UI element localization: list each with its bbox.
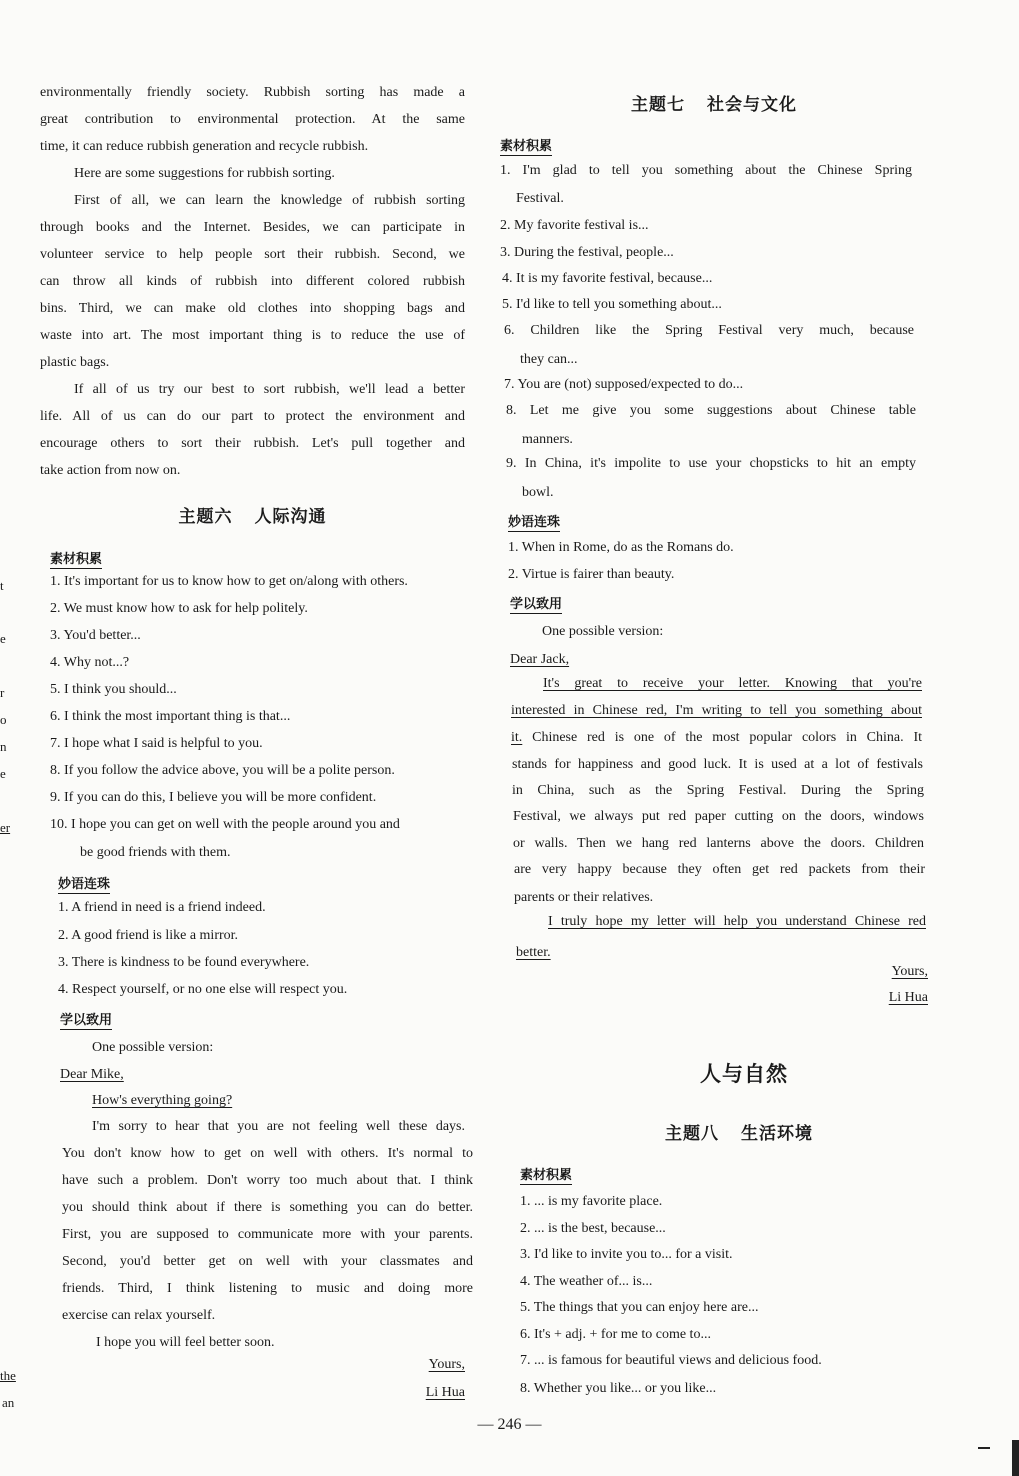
section-heading-sucai: 素材积累 [500,139,553,154]
list-item: 2. We must know how to ask for help politely. [50,601,308,616]
letter-line: in China, such as the Spring Festival. During the Spring [512,783,924,798]
letter-line: First, you are supposed to communicate more with your parents. [62,1227,473,1242]
essay-line: plastic bags. [40,355,110,370]
letter-opening: How's everything going? [92,1093,233,1108]
topic-six-name: 人际沟通 [254,507,327,527]
letter-line: You don't know how to get on well with others. It's normal to [62,1146,473,1161]
list-item: 3. You'd better... [50,628,141,643]
letter-line: have such a problem. Don't worry too much about that. I think [62,1173,473,1188]
list-item: 7. ... is famous for beautiful views and delicious food. [520,1353,822,1368]
list-item: 9. If you can do this, I believe you will be more confident. [50,790,377,805]
letter-line-mixed [511,730,922,746]
essay-line: life. All of us can do our part to protect the environment and [40,409,465,424]
list-item: 1. It's important for us to know how to get on/along with others. [50,574,408,589]
section-heading-miaoyu: 妙语连珠 [58,877,111,892]
topic-six-label: 主题六 [178,507,233,527]
list-item: 9. In China, it's impolite to use your chopsticks to hit an empty [506,456,916,471]
letter-signature: Li Hua [888,990,928,1005]
letter-underlined-segment: it. [511,730,523,745]
essay-line: volunteer service to help people sort their rubbish. Second, we [40,247,465,262]
list-item: 4. Why not...? [50,655,130,670]
essay-line: waste into art. The most important thing is to reduce the use of [40,328,465,343]
greeting-line [510,652,928,668]
list-item: 1. A friend in need is a friend indeed. [58,900,266,915]
letter-end-line [516,945,928,961]
page-number: — 246 — [477,1416,542,1433]
list-item: 3. I'd like to invite you to... for a visit. [520,1247,733,1262]
list-item: 3. There is kindness to be found everywhere. [58,955,310,970]
list-item: 2. ... is the best, because... [520,1221,666,1236]
topic-six-title [40,502,465,527]
letter-closing: Yours, [891,964,928,979]
letter-line: friends. Third, I think listening to music and doing more [62,1281,473,1296]
edge-fragment: an [2,1395,15,1410]
edge-fragment: n [0,739,7,754]
letter-greeting: Dear Jack, [510,652,570,667]
signature-line [500,990,928,1006]
list-item: 5. I'd like to tell you something about... [502,297,722,312]
edge-fragment: o [0,712,7,727]
letter-line: interested in Chinese red, I'm writing to tell you something about [511,703,922,718]
list-item-continuation: they can... [520,352,578,367]
letter-line: you should think about if there is something you can do better. [62,1200,473,1215]
list-item: 2. My favorite festival is... [500,218,649,233]
essay-line: can throw all kinds of rubbish into different colored rubbish [40,274,465,289]
list-item: 8. Whether you like... or you like... [520,1381,717,1396]
page-edge-mark [1012,1440,1019,1476]
page-edge-dash [978,1447,990,1449]
essay-line: time, it can reduce rubbish generation and recycle rubbish. [40,139,369,154]
letter-signature: Li Hua [425,1385,465,1400]
section-heading-xueyi: 学以致用 [510,597,563,612]
letter-greeting: Dear Mike, [60,1067,124,1082]
topic-eight-label: 主题八 [665,1124,719,1144]
topic-seven-label: 主题七 [631,95,685,115]
topic-eight-title [525,1119,953,1144]
essay-line: through books and the Internet. Besides, we can participate in [40,220,465,235]
essay-line: environmentally friendly society. Rubbish sorting has made a [40,85,465,100]
topic-seven-title [500,90,928,115]
letter-line: or walls. Then we hang red lanterns above the doors. Children [513,836,924,851]
essay-line: If all of us try our best to sort rubbish, we'll lead a better [74,382,465,397]
letter-line: stands for happiness and good luck. It is used at a lot of festivals [512,757,923,772]
edge-fragment: t [0,578,4,593]
list-item: 8. If you follow the advice above, you will be a polite person. [50,763,395,778]
list-item: 1. ... is my favorite place. [520,1194,663,1209]
list-item: 5. The things that you can enjoy here are... [520,1300,759,1315]
list-item: 4. The weather of... is... [520,1274,653,1289]
letter-line: I hope you will feel better soon. [96,1335,275,1350]
edge-fragment: er [0,820,11,835]
section-heading-sucai: 素材积累 [50,552,103,567]
letter-line: Festival, we always put red paper cutting on the doors, windows [513,809,924,824]
list-item: 7. You are (not) supposed/expected to do... [504,377,744,392]
letter-line: parents or their relatives. [514,890,654,905]
list-item: 2. Virtue is fairer than beauty. [508,567,675,582]
list-item: 8. Let me give you some suggestions about Chinese table [506,403,916,418]
letter-line: I truly hope my letter will help you understand Chinese red [548,914,926,929]
edge-fragment: the [0,1368,16,1383]
list-item: 6. I think the most important thing is that... [50,709,291,724]
essay-line: take action from now on. [40,463,181,478]
list-item-continuation: manners. [522,432,573,447]
essay-line: bins. Third, we can make old clothes into shopping bags and [40,301,465,316]
list-item: 2. A good friend is like a mirror. [58,928,239,943]
signature-line [40,1385,465,1401]
letter-line: It's great to receive your letter. Knowing that you're [543,676,922,691]
list-item: 1. I'm glad to tell you something about the Chinese Spring [500,163,912,178]
opening-line [40,1093,465,1109]
letter-line: I'm sorry to hear that you are not feeling well these days. [92,1119,465,1134]
closing-line [500,964,928,980]
essay-line: First of all, we can learn the knowledge of rubbish sorting [74,193,465,208]
greeting-line [40,1067,465,1083]
part-title: 人与自然 [700,1061,788,1086]
list-item-continuation: be good friends with them. [80,845,231,860]
edge-fragment: r [0,685,5,700]
letter-line: Second, you'd better get on well with your classmates and [62,1254,473,1269]
version-note: One possible version: [542,624,664,639]
edge-fragment: e [0,766,6,781]
essay-line: encourage others to sort their rubbish. Let's pull together and [40,436,465,451]
list-item: 3. During the festival, people... [500,245,674,260]
list-item-continuation: Festival. [516,191,564,206]
list-item: 7. I hope what I said is helpful to you. [50,736,263,751]
letter-segment: Chinese red is one of the most popular colors in China. It [522,730,922,745]
closing-line [40,1357,465,1373]
essay-line: Here are some suggestions for rubbish sorting. [74,166,335,181]
section-heading-miaoyu: 妙语连珠 [508,515,561,530]
letter-line: exercise can relax yourself. [62,1308,216,1323]
topic-seven-name: 社会与文化 [707,95,797,115]
list-item: 4. Respect yourself, or no one else will respect you. [58,982,348,997]
section-heading-sucai: 素材积累 [520,1168,573,1183]
list-item-continuation: bowl. [522,485,554,500]
version-note: One possible version: [92,1040,214,1055]
letter-underlined-segment: better. [516,945,551,960]
list-item: 1. When in Rome, do as the Romans do. [508,540,734,555]
essay-line: great contribution to environmental protection. At the same [40,112,465,127]
letter-line: are very happy because they often get red packets from their [514,862,925,877]
section-heading-xueyi: 学以致用 [60,1013,113,1028]
list-item: 6. It's + adj. + for me to come to... [520,1327,711,1342]
letter-closing: Yours, [428,1357,465,1372]
edge-fragment: e [0,631,6,646]
list-item: 4. It is my favorite festival, because... [502,271,713,286]
list-item: 6. Children like the Spring Festival very much, because [504,323,914,338]
topic-eight-name: 生活环境 [741,1124,813,1144]
list-item: 10. I hope you can get on well with the people around you and [50,817,400,832]
list-item: 5. I think you should... [50,682,177,697]
